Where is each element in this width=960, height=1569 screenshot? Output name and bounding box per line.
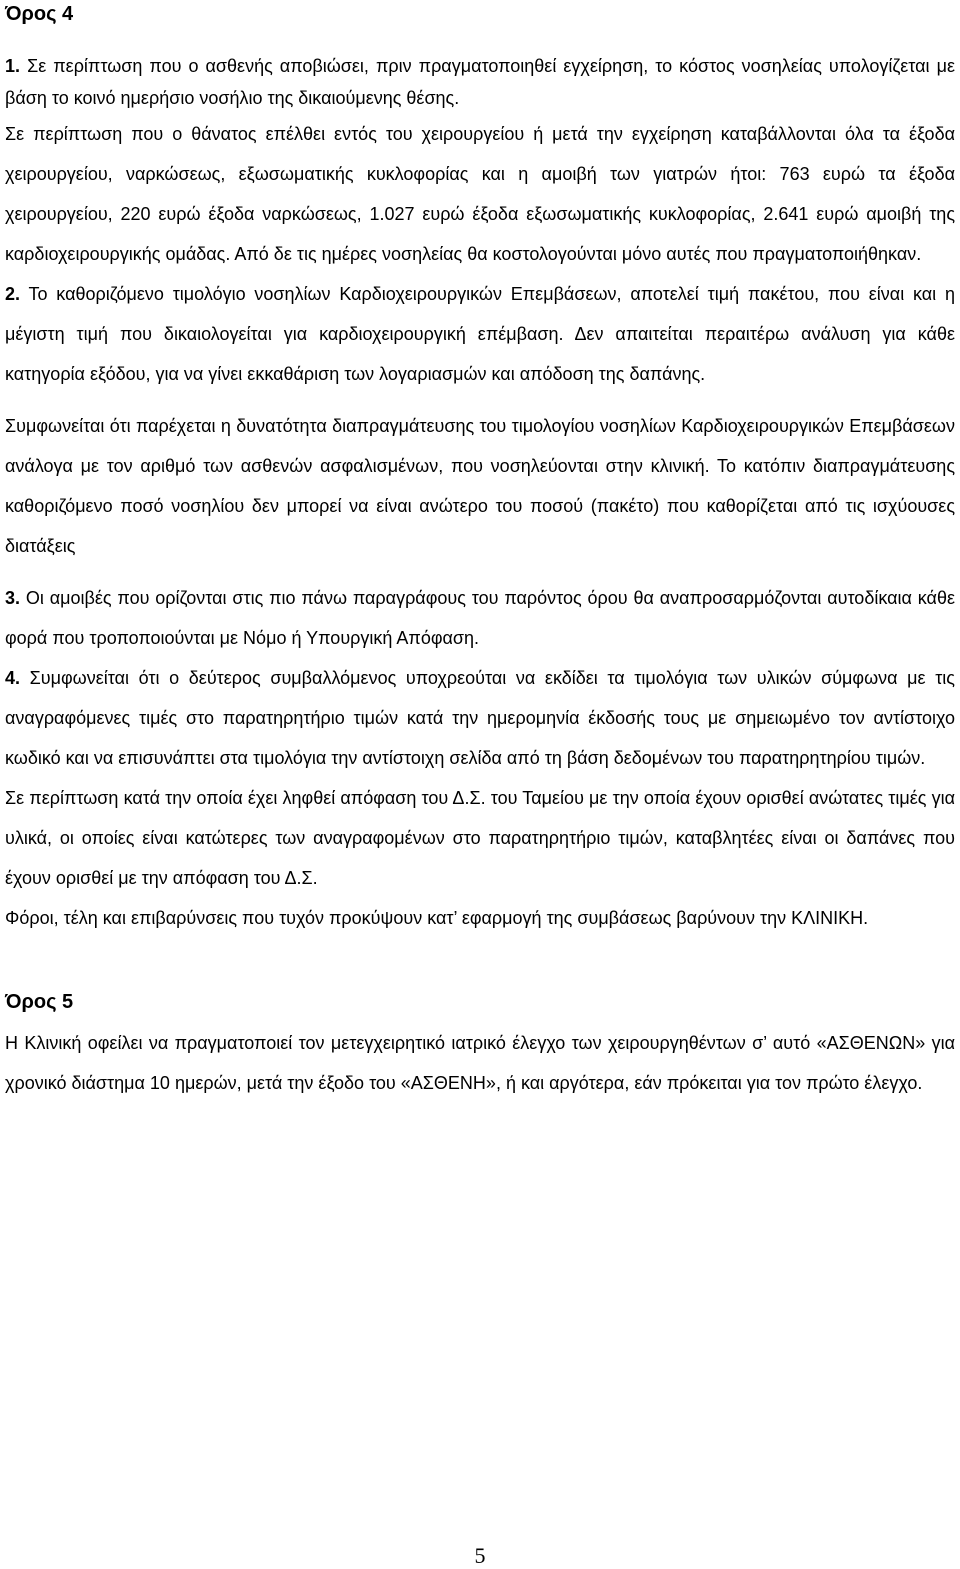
term-5-paragraph: Η Κλινική οφείλει να πραγματοποιεί τον μετεγχειρητικό ιατρικό έλεγχο των χειρουργηθέντων σ’ αυτό «ΑΣΘΕΝΩΝ» για χρονικό διάστημα 10 ημερών, μετά την έξοδο του «ΑΣΘΕΝΗ», ή και αργότερα, εάν πρόκειται για τον πρώτο έλεγχο. (5, 1033, 955, 1093)
paragraph-number: 1. (5, 56, 21, 76)
term-4-paragraph-1 (5, 50, 955, 114)
paragraph-text: Συμφωνείται ότι ο δεύτερος συμβαλλόμενος υποχρεούται να εκδίδει τα τιμολόγια των υλικών σύμφωνα με τις αναγραφόμενες τιμές στο παρατηρητήριο τιμών κατά την ημερομηνία έκδοσής τους με σημειωμένο τον αντίστοιχο κωδικό και να επισυνάπτει στα τιμολόγια την αντίστοιχη σελίδα από τη βάση δεδομένων του παρατηρητηρίου τιμών. (5, 668, 955, 768)
term-4-paragraph-4b: Σε περίπτωση κατά την οποία έχει ληφθεί απόφαση του Δ.Σ. του Ταμείου με την οποία έχουν ορισθεί ανώτατες τιμές για υλικά, οι οποίες είναι κατώτερες των αναγραφομένων στο παρατηρητήριο τιμών, καταβλητέες είναι οι δαπάνες που έχουν ορισθεί με την απόφαση του Δ.Σ. (5, 788, 955, 888)
term-4-paragraph-1-continued: Σε περίπτωση που ο θάνατος επέλθει εντός του χειρουργείου ή μετά την εγχείρηση καταβάλλονται όλα τα έξοδα χειρουργείου, ναρκώσεως, εξωσωματικής κυκλοφορίας και η αμοιβή των γιατρών ήτοι: 763 ευρώ τα έξοδα χειρουργείου, 220 ευρώ έξοδα ναρκώσεως, 1.027 ευρώ έξοδα εξωσωματικής κυκλοφορίας, 2.641 ευρώ αμοιβή της καρδιοχειρουργικής ομάδας. Από δε τις ημέρες νοσηλείας θα κοστολογούνται μόνο αυτές που πραγματοποιήθηκαν. (5, 124, 955, 264)
term-4-paragraph-4c: Φόροι, τέλη και επιβαρύνσεις που τυχόν προκύψουν κατ’ εφαρμογή της συμβάσεως βαρύνουν την ΚΛΙΝΙΚΗ. (5, 908, 869, 928)
term-4-paragraph-3 (5, 578, 955, 658)
term-4-paragraph-2 (5, 274, 955, 394)
term-4-title: Όρος 4 (5, 3, 74, 25)
paragraph-number: 2. (5, 284, 21, 304)
term-4-paragraph-4 (5, 658, 955, 778)
paragraph-number: 3. (5, 588, 21, 608)
paragraph-text: Το καθοριζόμενο τιμολόγιο νοσηλίων Καρδιοχειρουργικών Επεμβάσεων, αποτελεί τιμή πακέτου, που είναι και η μέγιστη τιμή που δικαιολογείται για καρδιοχειρουργική επέμβαση. Δεν απαιτείται περαιτέρω ανάλυση για κάθε κατηγορία εξόδου, για να γίνει εκκαθάριση των λογαριασμών και απόδοση της δαπάνης. (5, 284, 955, 384)
term-4-paragraph-2b: Συμφωνείται ότι παρέχεται η δυνατότητα διαπραγμάτευσης του τιμολογίου νοσηλίων Καρδιοχειρουργικών Επεμβάσεων ανάλογα με τον αριθμό των ασθενών ασφαλισμένων, που νοσηλεύονται στην κλινική. Το κατόπιν διαπραγμάτευσης καθοριζόμενο ποσό νοσηλίου δεν μπορεί να είναι ανώτερο του ποσού (πακέτο) που καθορίζεται από τις ισχύουσες διατάξεις (5, 416, 955, 556)
paragraph-text: Οι αμοιβές που ορίζονται στις πιο πάνω παραγράφους του παρόντος όρου θα αναπροσαρμόζονται αυτοδίκαια κάθε φορά που τροποποιούνται με Νόμο ή Υπουργική Απόφαση. (5, 588, 955, 648)
paragraph-number: 4. (5, 668, 21, 688)
term-5-title: Όρος 5 (5, 991, 74, 1013)
page-number: 5 (474, 1543, 486, 1568)
paragraph-text: Σε περίπτωση που ο ασθενής αποβιώσει, πριν πραγματοποιηθεί εγχείρηση, το κόστος νοσηλείας υπολογίζεται με βάση το κοινό ημερήσιο νοσήλιο της δικαιούμενης θέσης. (5, 56, 955, 108)
document-page (5, 0, 955, 1103)
